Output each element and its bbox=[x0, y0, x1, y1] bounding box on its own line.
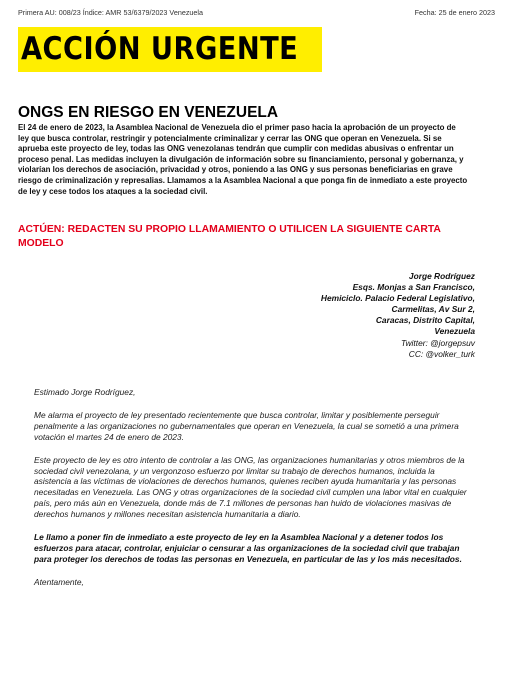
letter-closing: Atentamente, bbox=[34, 576, 84, 587]
page-title: ONGS EN RIESGO EN VENEZUELA bbox=[18, 104, 279, 121]
reference-number: Primera AU: 008/23 Índice: AMR 53/6379/2023 Venezuela bbox=[18, 8, 203, 17]
model-letter bbox=[34, 387, 474, 600]
recipient-name: Jorge Rodríguez bbox=[408, 271, 475, 281]
document-date: Fecha: 25 de enero 2023 bbox=[414, 8, 495, 17]
call-to-action: ACTÚEN: REDACTEN SU PROPIO LLAMAMIENTO O UTILICEN LA SIGUIENTE CARTA MODELO bbox=[18, 224, 441, 249]
recipient-twitter: Twitter: @jorgepsuv bbox=[401, 337, 475, 348]
letter-salutation: Estimado Jorge Rodríguez, bbox=[34, 387, 136, 397]
letter-paragraph: Este proyecto de ley es otro intento de controlar a las ONG, las organizaciones humanitarias y otros miembros de la sociedad civil venezolana, y un vergonzoso esfuerzo por limitar su trabajo de derechos humanos, incluida la asistencia a las víctimas de violaciones de derechos humanos, quienes reciben ayuda humanitaria y las personas necesitadas en Venezuela. Las ONG y otras organizaciones de la sociedad civil cumplen una labor vital en cualquier país, pero más aún en Venezuela, donde más de 7.1 millones de personas han huido de violaciones masivas de derechos humanos y millones necesitan asistencia humanitaria a diario. bbox=[34, 454, 467, 520]
recipient-address-line: Esqs. Monjas a San Francisco, bbox=[352, 282, 475, 293]
recipient-cc: CC: @volker_turk bbox=[408, 348, 475, 359]
urgent-action-banner bbox=[18, 27, 322, 72]
recipient-address-line: Venezuela bbox=[434, 326, 475, 337]
banner-title: ACCIÓN URGENTE bbox=[21, 31, 299, 67]
recipient-address-line: Hemiciclo. Palacio Federal Legislativo, bbox=[320, 293, 475, 304]
recipient-address-line: Carmelitas, Av Sur 2, bbox=[391, 304, 475, 315]
letter-paragraph: Me alarma el proyecto de ley presentado recientemente que busca controlar, limitar y posiblemente perseguir penalmente a las organizaciones no gubernamentales que operan en Venezuela, la cual se sometió a una primera votación el martes 24 de enero de 2023. bbox=[34, 409, 459, 442]
intro-paragraph: El 24 de enero de 2023, la Asamblea Nacional de Venezuela dio el primer paso hacia la aprobación de un proyecto de ley que busca controlar, restringir y potencialmente criminalizar y cerrar las ONG que operan en Venezuela. Si se aprueba este proyecto de ley, todas las ONG venezolanas tendrán que cumplir con medidas abusivas o enfrentar un proceso penal. Las medidas incluyen la divulgación de información sobre su financiamiento, personal y gobernanza, y violarían los derechos de asociación, privacidad y otros, poniendo a las ONG y sus personas beneficiarias en grave riesgo de criminalización y represalias. Llamamos a la Asamblea Nacional a que ponga fin de inmediato a este proyecto de ley y cese todos los ataques a la sociedad civil. bbox=[18, 123, 468, 196]
recipient-address-line: Caracas, Distrito Capital, bbox=[375, 315, 475, 326]
recipient-block bbox=[175, 271, 475, 360]
letter-demand-paragraph: Le llamo a poner fin de inmediato a este proyecto de ley en la Asamblea Nacional y a detener todos los esfuerzos para atacar, controlar, enjuiciar o censurar a las organizaciones de la sociedad civil que trabajan para proteger los derechos de todas las personas en Venezuela, en particular de las y los más necesitados. bbox=[34, 532, 462, 564]
